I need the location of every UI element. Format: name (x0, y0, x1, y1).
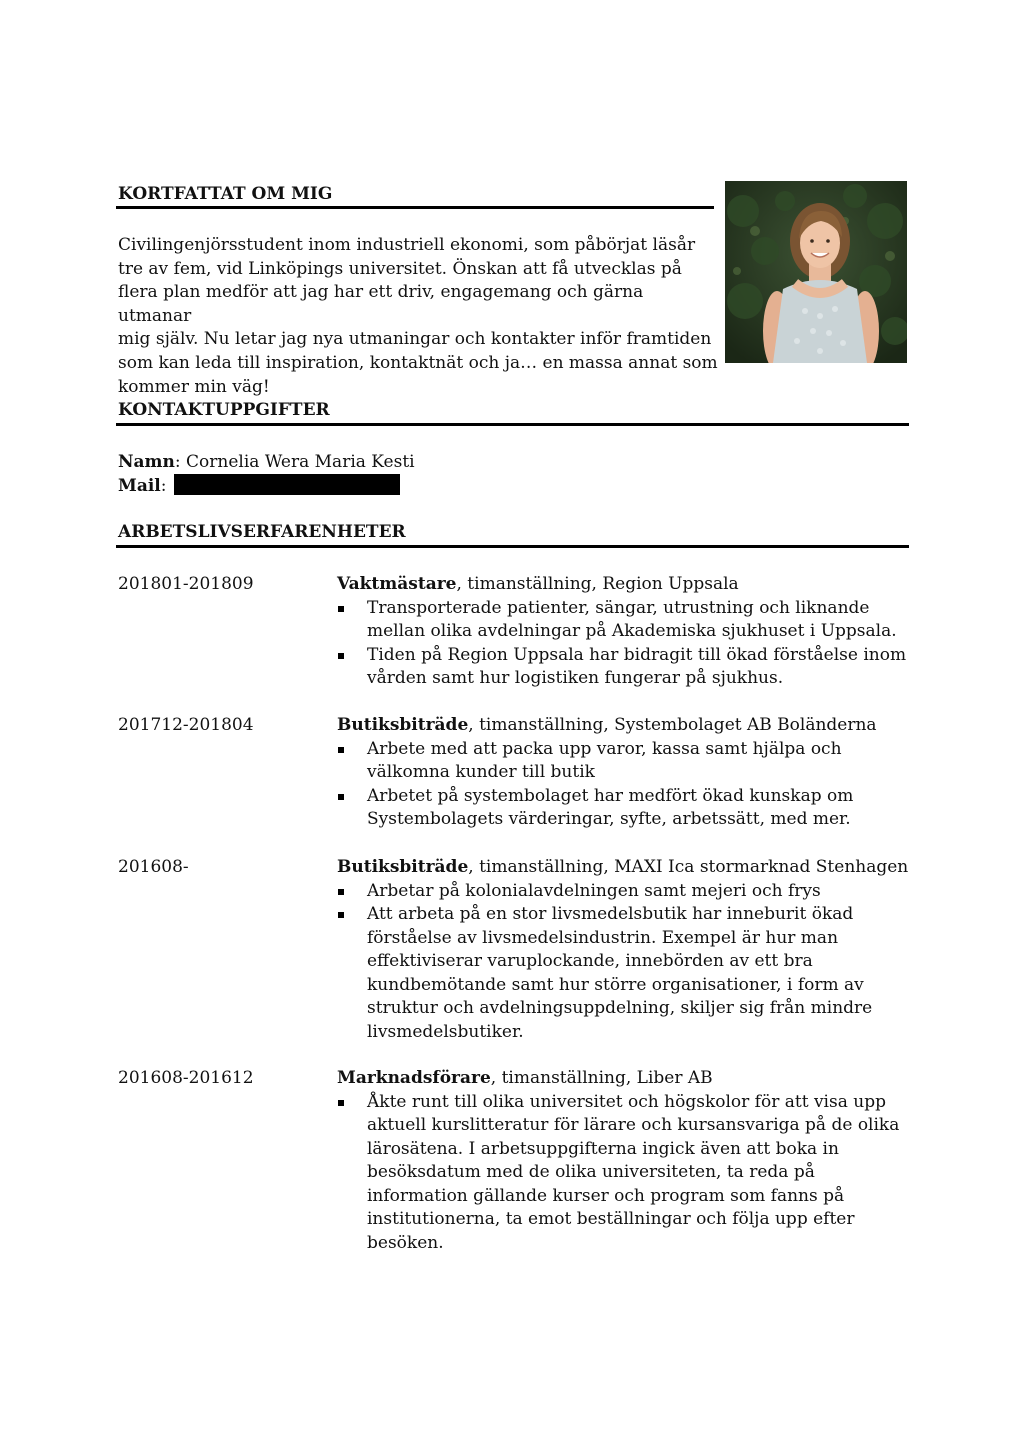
bullet-line: Att arbeta på en stor livsmedelsbutik har inneburit ökad (367, 904, 854, 924)
bullet-line: mellan olika avdelningar på Akademiska sjukhuset i Uppsala. (367, 621, 897, 641)
about-line: som kan leda till inspiration, kontaktnät och ja… en massa annat som (118, 352, 718, 373)
bullet-line: struktur och avdelningsuppdelning, skiljer sig från mindre (367, 998, 873, 1018)
job-role: Butiksbiträde (337, 715, 469, 735)
job-bullet (337, 785, 909, 832)
bullet-line: Arbete med att packa upp varor, kassa samt hjälpa och (367, 738, 842, 759)
job-bullet (337, 644, 909, 691)
job-title (337, 573, 909, 597)
bullet-line: förståelse av livsmedelsindustrin. Exempel är hur man (367, 927, 839, 948)
bullet-line: Åkte runt till olika universitet och högskolor för att visa upp (367, 1091, 886, 1112)
contact-mail-row (118, 474, 400, 498)
about-line: Civilingenjörsstudent inom industriell ekonomi, som påbörjat läsår (118, 235, 696, 255)
job-bullet (337, 903, 909, 1044)
job-title (337, 856, 909, 880)
experience-heading: ARBETSLIVSERFARENHETER (118, 522, 406, 542)
bullet-line: kundbemötande samt hur större organisationer, i form av (367, 974, 864, 995)
job-bullet (337, 1091, 909, 1256)
bullet-line: livsmedelsbutiker. (367, 1021, 524, 1042)
profile-photo (725, 181, 907, 363)
job-date: 201801-201809 (118, 574, 254, 594)
job-detail: , timanställning, MAXI Ica stormarknad Stenhagen (468, 857, 909, 877)
job-date: 201608-201612 (118, 1068, 254, 1088)
bullet-line: aktuell kurslitteratur för lärare och kursansvariga på de olika (367, 1115, 900, 1135)
about-divider (116, 206, 714, 209)
bullet-line: Arbetar på kolonialavdelningen samt mejeri och frys (367, 880, 821, 901)
mail-separator: : (160, 476, 167, 496)
redacted-mail (174, 474, 400, 495)
bullet-line: lärosätena. I arbetsuppgifterna ingick även att boka in (367, 1138, 839, 1159)
job-detail: , timanställning, Systembolaget AB Boländerna (468, 715, 877, 735)
job-role: Marknadsförare (337, 1068, 491, 1088)
job-bullet (337, 597, 909, 644)
job-detail: , timanställning, Region Uppsala (456, 574, 739, 594)
job-bullet (337, 880, 909, 904)
about-line: flera plan medför att jag har ett driv, engagemang och gärna utmanar (118, 282, 644, 326)
job-date: 201712-201804 (118, 715, 254, 735)
contact-heading: KONTAKTUPPGIFTER (118, 400, 330, 420)
job-role: Vaktmästare (337, 574, 457, 594)
about-heading: KORTFATTAT OM MIG (118, 184, 333, 204)
name-label: Namn (118, 452, 175, 472)
contact-divider (116, 423, 909, 426)
about-line: kommer min väg! (118, 376, 270, 397)
about-text (118, 234, 718, 399)
job-detail: , timanställning, Liber AB (490, 1068, 713, 1088)
bullet-line: vården samt hur logistiken fungerar på sjukhus. (367, 668, 784, 688)
bullet-line: effektiviserar varuplockande, innebörden av ett bra (367, 951, 813, 971)
bullet-line: institutionerna, ta emot beställningar och följa upp efter (367, 1209, 855, 1229)
about-line: tre av fem, vid Linköpings universitet. Önskan att få utvecklas på (118, 258, 682, 279)
bullet-line: Tiden på Region Uppsala har bidragit till ökad förståelse inom (367, 644, 907, 665)
experience-divider (116, 545, 909, 548)
job-role: Butiksbiträde (337, 857, 469, 877)
name-value: Cornelia Wera Maria Kesti (186, 452, 415, 472)
job-date: 201608- (118, 857, 189, 877)
bullet-line: information gällande kurser och program som fanns på (367, 1185, 845, 1206)
bullet-line: välkomna kunder till butik (367, 762, 595, 782)
contact-name-row (118, 450, 415, 474)
about-line: mig själv. Nu letar jag nya utmaningar och kontakter inför framtiden (118, 329, 712, 350)
job-title (337, 714, 909, 738)
bullet-line: Systembolagets värderingar, syfte, arbetssätt, med mer. (367, 809, 851, 829)
bullet-line: Arbetet på systembolaget har medfört ökad kunskap om (367, 785, 854, 806)
name-separator: : (174, 452, 181, 472)
bullet-line: besöksdatum med de olika universiteten, ta reda på (367, 1162, 815, 1182)
job-bullet (337, 738, 909, 785)
job-title (337, 1067, 909, 1091)
bullet-line: besöken. (367, 1232, 444, 1253)
bullet-line: Transporterade patienter, sängar, utrustning och liknande (367, 597, 870, 618)
mail-label: Mail (118, 476, 161, 496)
